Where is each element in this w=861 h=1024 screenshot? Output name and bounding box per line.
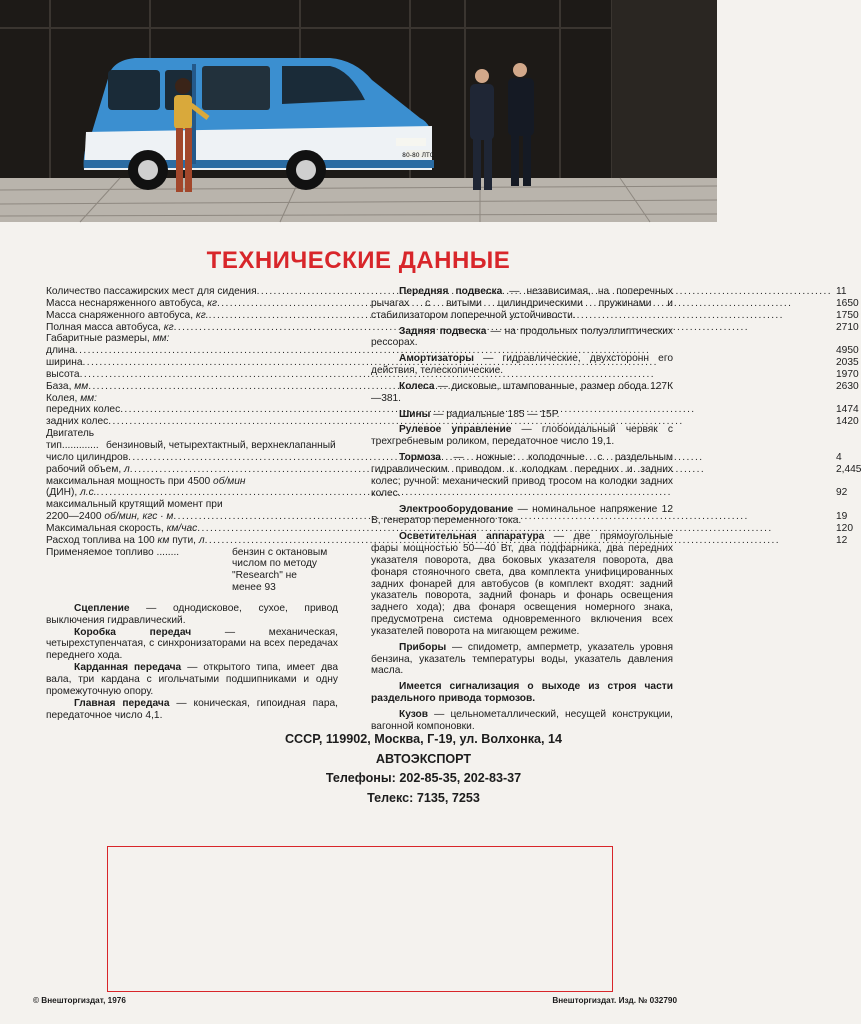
spec-unit: мм:	[152, 333, 170, 345]
spec-label: задних колес	[46, 416, 109, 428]
rear-suspension-paragraph	[371, 326, 673, 350]
spec-value: бензин с октановым числом по методу "Research" не менее 93	[232, 546, 328, 594]
spec-label: ширина	[46, 357, 83, 369]
spec-unit: км/час	[166, 522, 198, 534]
steering-paragraph	[371, 424, 673, 448]
spec-value: 2035	[835, 357, 859, 369]
paragraph-text: — механическая, четырехступенчатая, с синхронизаторами на всех передачах переднего хода.	[46, 626, 338, 662]
spec-value: 1474	[835, 404, 859, 416]
paragraph-text: — дисковые, штампованные, размер обода 127К—381.	[371, 380, 673, 404]
phone-numbers: Телефоны: 202-85-35, 202-83-37	[325, 771, 522, 785]
paragraph-text: — глобоидальный червяк с трехгребневым роликом, передаточное число 19,1.	[371, 424, 673, 448]
spec-unit: об/мин, кгс · м	[104, 511, 174, 523]
paragraph-term: Рулевое управление	[399, 424, 512, 436]
paragraph-text: — независимая, на поперечных рычагах с витыми цилиндрическими пружинами и стабилизатором поперечной устойчивости.	[371, 286, 673, 321]
wheels-paragraph	[371, 381, 673, 405]
spec-label: Двигатель	[46, 428, 95, 440]
spec-label: Полная масса автобуса,	[46, 321, 161, 333]
spec-label: Количество пассажирских мест для сидения	[46, 286, 257, 297]
paragraph-text: — радиальные 185 — 15Р.	[430, 408, 560, 420]
paragraph-text: — открытого типа, имеет два вала, три кардана с игольчатыми подшипниками и одну промежуточную опору.	[46, 662, 338, 697]
van-photo-illustration	[0, 0, 717, 222]
spec-value: 1650	[835, 297, 859, 309]
instruments-paragraph	[371, 642, 673, 678]
paragraph-term: Имеется сигнализация о выходе из строя части раздельного привода тормозов.	[371, 681, 673, 705]
spec-value: 1420	[835, 416, 859, 428]
paragraph-term: Сцепление	[74, 602, 130, 614]
spec-unit: кг.	[195, 309, 209, 321]
spec-label: пути,	[172, 534, 196, 546]
spec-unit: кг	[207, 297, 218, 309]
gearbox-paragraph	[46, 627, 338, 663]
spec-label: рабочий объем,	[46, 463, 122, 475]
spec-unit: л	[124, 463, 130, 475]
cardan-paragraph	[46, 662, 338, 698]
brake-signal-paragraph	[371, 681, 673, 705]
spec-value: 1750	[835, 309, 859, 321]
building-column	[612, 0, 717, 180]
tires-paragraph	[371, 409, 673, 421]
paragraph-text: — гидравлические, двухсторонн его действия, телескопические.	[371, 353, 673, 377]
publication-number-footer: Внешторгиздат. Изд. № 032790	[552, 996, 677, 1005]
paragraph-text: — коническая, гипоидная пара, передаточное число 4,1.	[46, 697, 338, 721]
clutch-paragraph	[46, 603, 338, 627]
paragraph-term: Кузов	[399, 709, 429, 720]
spec-unit: кг	[163, 321, 174, 333]
spec-unit: л	[198, 534, 205, 546]
paragraph-text: — спидометр, амперметр, указатель уровня бензина, указатель температуры воды, указатель давления масла.	[371, 641, 673, 677]
spec-value: 4950	[835, 345, 859, 357]
spec-label: Максимальная скорость,	[46, 522, 164, 534]
spec-value: 2,445	[835, 463, 861, 475]
paragraph-term: Главная передача	[74, 697, 170, 709]
spec-value: 120	[835, 522, 853, 534]
spec-label: Масса неснаряженного автобуса,	[46, 297, 205, 309]
spec-value: бензиновый, четырехтактный, верхнеклапанный	[106, 439, 336, 451]
spec-label: Масса снаряженного автобуса,	[46, 309, 194, 321]
paragraph-text: — на продольных полуэллиптических рессорах.	[371, 325, 673, 349]
spec-label: 2200—2400	[46, 511, 102, 523]
spec-label: Колея,	[46, 392, 78, 404]
lighting-paragraph	[371, 531, 673, 638]
header-photo	[0, 0, 717, 222]
electrical-paragraph	[371, 504, 673, 528]
spec-label: Применяемое топливо ........	[46, 546, 180, 558]
spec-label: тип.............	[46, 439, 99, 451]
paragraph-text: — номинальное напряжение 12 В, генератор переменного тока.	[371, 503, 673, 527]
spec-label: (ДИН),	[46, 487, 78, 499]
right-column	[371, 286, 673, 733]
paragraph-term: Приборы	[399, 641, 447, 653]
spec-label: длина	[46, 345, 75, 357]
brakes-paragraph	[371, 452, 673, 499]
copyright-footer: © Внешторгиздат, 1976	[33, 996, 126, 1005]
license-plate: 80-80 ЛТС	[402, 152, 434, 159]
spec-value: 2710	[835, 321, 859, 333]
spec-value: 92	[835, 487, 848, 499]
telex-numbers: Телекс: 7135, 7253	[367, 790, 480, 805]
shock-absorbers-paragraph	[371, 353, 673, 377]
spec-unit: об/мин	[213, 475, 246, 487]
spec-label: число цилиндров	[46, 451, 129, 463]
paragraph-text: — две прямоугольные фары мощностью 50—40 Вт, два подфарника, два передних указателя поворота, два боковых указателя поворота, два фонаря стояночного света, два комплекта унифицированных задних фонарей для автобусов (в комплект входят: задний указатель поворота, задний фонарь и фонарь освещения заднего хода); два фонаря освещения номерного знака, предусмотрена система одновременного включения всех указателей поворота на мигающем режиме.	[371, 531, 673, 637]
contact-address-block	[0, 730, 717, 808]
paragraph-term: Шины	[399, 408, 431, 420]
spec-value: 12	[835, 534, 848, 546]
spec-label: Габаритные размеры,	[46, 333, 150, 345]
company-name: АВТОЭКСПОРТ	[375, 751, 472, 766]
dealer-stamp-box	[107, 846, 613, 992]
paragraph-term: Карданная передача	[74, 662, 182, 674]
paragraph-term: Амортизаторы	[399, 353, 474, 365]
paragraph-term: Задняя подвеска	[399, 325, 487, 337]
spec-value: 4	[835, 451, 842, 463]
spec-unit: мм	[74, 380, 89, 392]
spec-value: 2630	[835, 380, 859, 392]
paragraph-term: Электрооборудование	[399, 503, 514, 515]
spec-unit: л.с.	[80, 487, 97, 499]
spec-unit: мм:	[80, 392, 97, 404]
front-suspension-paragraph	[371, 286, 673, 322]
spec-value: 19	[835, 511, 848, 523]
spec-label: максимальная мощность при 4500	[46, 475, 211, 487]
paragraph-term: Осветительная аппаратура	[399, 531, 545, 543]
paragraph-text: — ножные: колодочные с раздельным гидравлическим приводом к колодкам передних и задних колес; ручной: механический привод тросом на колодки задних колес.	[371, 452, 673, 499]
postal-address: СССР, 119902, Москва, Г-19, ул. Волхонка, 14	[284, 732, 563, 746]
paragraph-text: — цельнометаллический, несущей конструкции, вагонной компоновки.	[371, 709, 673, 732]
spec-label: передних колес	[46, 404, 121, 416]
spec-value: 11	[835, 286, 847, 297]
paragraph-term: Колеса	[399, 380, 435, 392]
paragraph-term: Передняя подвеска	[399, 286, 503, 297]
paragraph-term: Тормоза	[399, 452, 441, 464]
final-drive-paragraph	[46, 698, 338, 722]
page-title: ТЕХНИЧЕСКИЕ ДАННЫЕ	[206, 247, 511, 274]
spec-label: высота	[46, 368, 80, 380]
paragraph-term: Коробка передач	[74, 626, 192, 638]
spec-label: База,	[46, 380, 72, 392]
spec-label: Расход топлива на 100	[46, 534, 155, 546]
spec-label: максимальный крутящий момент при	[46, 499, 223, 511]
paragraph-text: — однодисковое, сухое, привод выключения гидравлический.	[46, 602, 338, 626]
spec-unit: км	[157, 534, 170, 546]
spec-value: 1970	[835, 368, 859, 380]
